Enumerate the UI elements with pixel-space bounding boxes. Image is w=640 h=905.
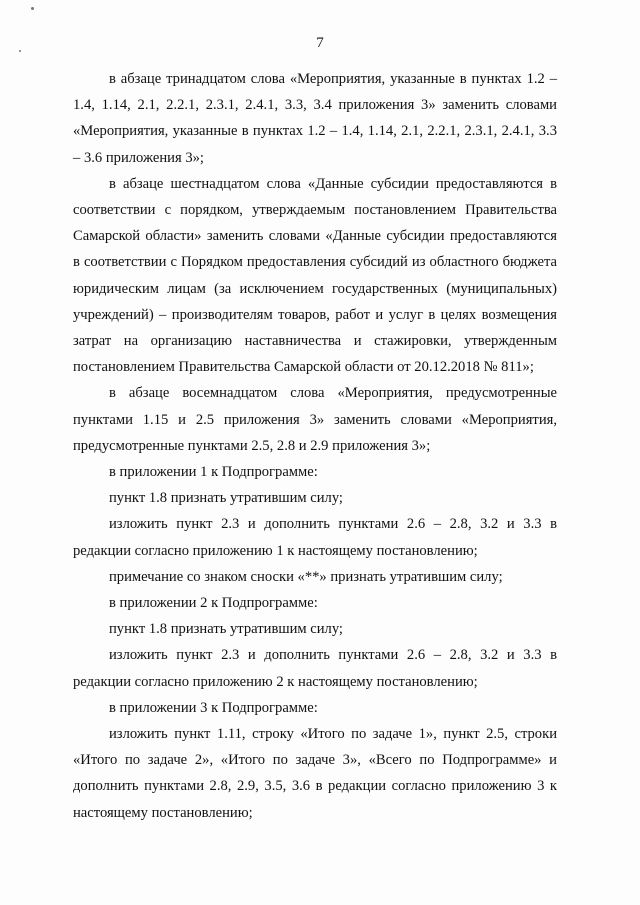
paragraph: в приложении 2 к Подпрограмме:: [109, 595, 318, 612]
paragraph: пункт 1.8 признать утратившим силу;: [109, 621, 343, 638]
paragraph: пункт 1.8 признать утратившим силу;: [109, 490, 343, 507]
scan-speck: [31, 7, 34, 10]
paragraph: изложить пункт 1.11, строку «Итого по задаче 1», пункт 2.5, строки «Итого по задаче 2», «Итого по задаче 3», «Всего по Подпрограмме» и дополнить пунктами 2.8, 2.9, 3.5, 3.6 в редакции согласно приложению 3 к настоящему постановлению;: [73, 726, 557, 821]
paragraph: в приложении 3 к Подпрограмме:: [109, 699, 318, 716]
paragraph: в абзаце шестнадцатом слова «Данные субсидии предоставляются в соответствии с порядком, утверждаемым постановлением Правительства Самарской области» заменить словами «Данные субсидии предоставляются в соответствии с Порядком предоставления субсидий из областного бюджета юридическим лицам (за исключением государственных (муниципальных) учреждений) – производителям товаров, работ и услуг в целях возмещения затрат на организацию наставничества и стажировки, утвержденным постановлением Правительства Самарской области от 20.12.2018 № 811»;: [73, 175, 557, 376]
paragraph: изложить пункт 2.3 и дополнить пунктами 2.6 – 2.8, 3.2 и 3.3 в редакции согласно приложению 2 к настоящему постановлению;: [73, 647, 557, 690]
paragraph: в абзаце восемнадцатом слова «Мероприятия, предусмотренные пунктами 1.15 и 2.5 приложения 3» заменить словами «Мероприятия, предусмотренные пунктами 2.5, 2.8 и 2.9 приложения 3»;: [73, 385, 557, 454]
paragraph: в приложении 1 к Подпрограмме:: [109, 464, 318, 481]
paragraph: изложить пункт 2.3 и дополнить пунктами 2.6 – 2.8, 3.2 и 3.3 в редакции согласно приложению 1 к настоящему постановлению;: [73, 516, 557, 559]
paragraph: в абзаце тринадцатом слова «Мероприятия, указанные в пунктах 1.2 – 1.4, 1.14, 2.1, 2.2.1, 2.3.1, 2.4.1, 3.3, 3.4 приложения 3» заменить словами «Мероприятия, указанные в пунктах 1.2 – 1.4, 1.14, 2.1, 2.2.1, 2.3.1, 2.4.1, 3.3 – 3.6 приложения 3»;: [73, 71, 557, 166]
document-body: [73, 66, 557, 826]
paragraph: примечание со знаком сноски «**» признать утратившим силу;: [109, 568, 503, 585]
page-number: 7: [316, 35, 324, 51]
